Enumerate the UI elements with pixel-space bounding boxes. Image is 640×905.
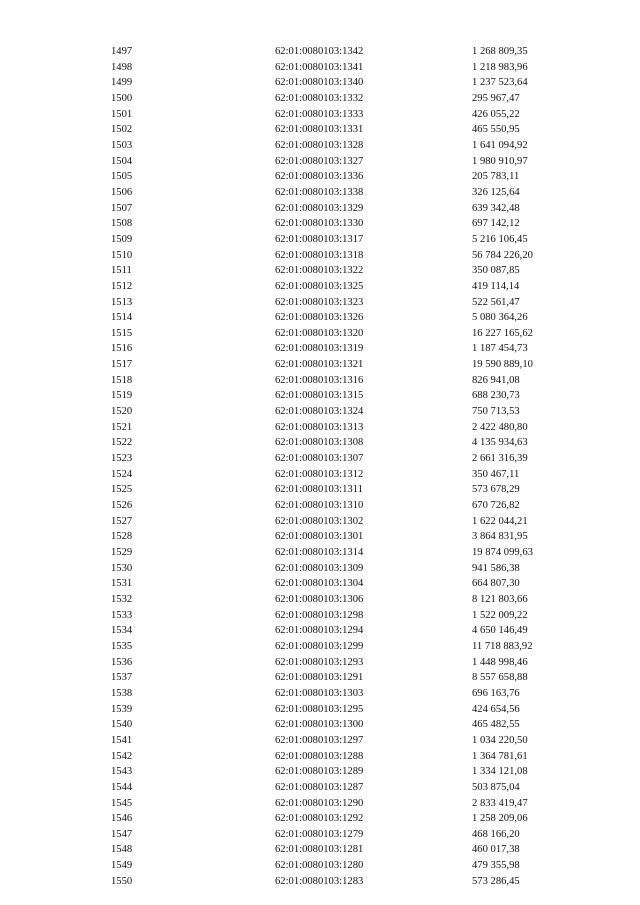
cadastral-number-cell: 62:01:0080103:1287 xyxy=(275,781,364,793)
cadastral-number-cell: 62:01:0080103:1342 xyxy=(275,46,364,57)
cadastral-value-cell: 426 055,22 xyxy=(472,108,520,120)
cadastral-value-cell: 697 142,12 xyxy=(472,218,520,230)
table-row xyxy=(0,608,640,624)
row-number-cell: 1501 xyxy=(111,108,133,120)
table-row xyxy=(0,373,640,389)
table-row xyxy=(0,91,640,107)
row-number-cell: 1502 xyxy=(111,124,133,136)
cadastral-value-cell: 56 784 226,20 xyxy=(472,249,533,261)
cadastral-number-cell: 62:01:0080103:1326 xyxy=(275,312,364,324)
cadastral-number-cell: 62:01:0080103:1283 xyxy=(275,875,364,887)
row-number-cell: 1537 xyxy=(111,672,133,684)
table-row xyxy=(0,138,640,154)
row-number-cell: 1549 xyxy=(111,860,133,872)
cadastral-value-cell: 465 550,95 xyxy=(472,124,520,136)
cadastral-value-cell: 750 713,53 xyxy=(472,406,520,418)
table-row xyxy=(0,482,640,498)
table-row xyxy=(0,154,640,170)
row-number-cell: 1531 xyxy=(111,578,133,590)
cadastral-value-cell: 1 268 809,35 xyxy=(472,46,528,57)
cadastral-number-cell: 62:01:0080103:1309 xyxy=(275,562,364,574)
cadastral-number-cell: 62:01:0080103:1290 xyxy=(275,797,364,809)
row-number-cell: 1529 xyxy=(111,547,133,558)
row-number-cell: 1520 xyxy=(111,406,133,418)
cadastral-number-cell: 62:01:0080103:1322 xyxy=(275,265,364,277)
cadastral-value-cell: 1 034 220,50 xyxy=(472,734,528,746)
cadastral-number-cell: 62:01:0080103:1327 xyxy=(275,155,364,167)
cadastral-value-cell: 5 080 364,26 xyxy=(472,312,528,324)
cadastral-value-cell: 4 135 934,63 xyxy=(472,437,528,449)
cadastral-value-cell: 460 017,38 xyxy=(472,844,520,856)
cadastral-value-cell: 3 864 831,95 xyxy=(472,531,528,543)
row-number-cell: 1517 xyxy=(111,359,133,371)
row-number-cell: 1522 xyxy=(111,437,133,449)
row-number-cell: 1526 xyxy=(111,500,133,512)
cadastral-value-cell: 1 980 910,97 xyxy=(472,155,528,167)
cadastral-number-cell: 62:01:0080103:1303 xyxy=(275,687,364,699)
cadastral-number-cell: 62:01:0080103:1338 xyxy=(275,186,364,198)
cadastral-number-cell: 62:01:0080103:1308 xyxy=(275,437,364,449)
row-number-cell: 1542 xyxy=(111,750,133,762)
cadastral-value-cell: 1 187 454,73 xyxy=(472,343,528,355)
cadastral-value-cell: 4 650 146,49 xyxy=(472,625,528,637)
row-number-cell: 1505 xyxy=(111,171,133,183)
cadastral-value-cell: 688 230,73 xyxy=(472,390,520,402)
cadastral-number-cell: 62:01:0080103:1318 xyxy=(275,249,364,261)
cadastral-number-cell: 62:01:0080103:1316 xyxy=(275,374,364,386)
cadastral-value-cell: 1 334 121,08 xyxy=(472,766,528,778)
row-number-cell: 1538 xyxy=(111,687,133,699)
table-row xyxy=(0,60,640,76)
cadastral-number-cell: 62:01:0080103:1323 xyxy=(275,296,364,308)
cadastral-value-cell: 11 718 883,92 xyxy=(472,640,533,652)
cadastral-value-cell: 1 448 998,46 xyxy=(472,656,528,668)
cadastral-number-cell: 62:01:0080103:1324 xyxy=(275,406,364,418)
cadastral-number-cell: 62:01:0080103:1288 xyxy=(275,750,364,762)
table-row xyxy=(0,310,640,326)
table-row xyxy=(0,248,640,264)
row-number-cell: 1503 xyxy=(111,139,133,151)
row-number-cell: 1504 xyxy=(111,155,133,167)
row-number-cell: 1527 xyxy=(111,515,133,527)
table-row xyxy=(0,827,640,843)
cadastral-value-cell: 2 833 419,47 xyxy=(472,797,528,809)
cadastral-number-cell: 62:01:0080103:1313 xyxy=(275,421,364,433)
table-row xyxy=(0,733,640,749)
cadastral-number-cell: 62:01:0080103:1304 xyxy=(275,578,364,590)
table-row xyxy=(0,107,640,123)
cadastral-number-cell: 62:01:0080103:1325 xyxy=(275,280,364,292)
table-row xyxy=(0,842,640,858)
row-number-cell: 1516 xyxy=(111,343,133,355)
cadastral-value-cell: 1 641 094,92 xyxy=(472,139,528,151)
row-number-cell: 1525 xyxy=(111,484,133,496)
row-number-cell: 1547 xyxy=(111,828,133,840)
cadastral-number-cell: 62:01:0080103:1279 xyxy=(275,828,364,840)
table-row xyxy=(0,122,640,138)
table-row xyxy=(0,341,640,357)
row-number-cell: 1507 xyxy=(111,202,133,214)
cadastral-value-cell: 419 114,14 xyxy=(472,280,520,292)
table-row xyxy=(0,435,640,451)
cadastral-value-cell: 8 121 803,66 xyxy=(472,593,528,605)
table-row xyxy=(0,874,640,890)
cadastral-value-cell: 664 807,30 xyxy=(472,578,520,590)
cadastral-value-cell: 573 678,29 xyxy=(472,484,520,496)
row-number-cell: 1545 xyxy=(111,797,133,809)
row-number-cell: 1506 xyxy=(111,186,133,198)
row-number-cell: 1497 xyxy=(111,46,133,57)
row-number-cell: 1544 xyxy=(111,781,133,793)
table-row xyxy=(0,576,640,592)
row-number-cell: 1528 xyxy=(111,531,133,543)
table-row xyxy=(0,451,640,467)
cadastral-value-table xyxy=(0,44,640,889)
table-row xyxy=(0,639,640,655)
cadastral-number-cell: 62:01:0080103:1312 xyxy=(275,468,364,480)
row-number-cell: 1539 xyxy=(111,703,133,715)
row-number-cell: 1540 xyxy=(111,719,133,731)
cadastral-number-cell: 62:01:0080103:1329 xyxy=(275,202,364,214)
cadastral-value-cell: 16 227 165,62 xyxy=(472,327,533,339)
row-number-cell: 1498 xyxy=(111,61,133,73)
row-number-cell: 1533 xyxy=(111,609,133,621)
cadastral-value-cell: 1 364 781,61 xyxy=(472,750,528,762)
cadastral-value-cell: 639 342,48 xyxy=(472,202,520,214)
row-number-cell: 1500 xyxy=(111,92,133,104)
row-number-cell: 1521 xyxy=(111,421,133,433)
cadastral-number-cell: 62:01:0080103:1320 xyxy=(275,327,364,339)
cadastral-value-cell: 8 557 658,88 xyxy=(472,672,528,684)
table-row xyxy=(0,216,640,232)
row-number-cell: 1548 xyxy=(111,844,133,856)
table-row xyxy=(0,357,640,373)
row-number-cell: 1546 xyxy=(111,813,133,825)
row-number-cell: 1511 xyxy=(111,265,132,277)
row-number-cell: 1524 xyxy=(111,468,133,480)
cadastral-value-cell: 522 561,47 xyxy=(472,296,520,308)
table-row xyxy=(0,279,640,295)
row-number-cell: 1536 xyxy=(111,656,133,668)
table-row xyxy=(0,717,640,733)
row-number-cell: 1515 xyxy=(111,327,133,339)
cadastral-number-cell: 62:01:0080103:1300 xyxy=(275,719,364,731)
table-row xyxy=(0,326,640,342)
row-number-cell: 1523 xyxy=(111,453,133,465)
cadastral-number-cell: 62:01:0080103:1292 xyxy=(275,813,364,825)
row-number-cell: 1550 xyxy=(111,875,133,887)
cadastral-value-cell: 1 237 523,64 xyxy=(472,77,528,89)
cadastral-value-cell: 479 355,98 xyxy=(472,860,520,872)
row-number-cell: 1541 xyxy=(111,734,133,746)
table-row xyxy=(0,655,640,671)
cadastral-value-cell: 2 661 316,39 xyxy=(472,453,528,465)
row-number-cell: 1509 xyxy=(111,233,133,245)
cadastral-number-cell: 62:01:0080103:1328 xyxy=(275,139,364,151)
cadastral-value-cell: 19 874 099,63 xyxy=(472,547,533,558)
cadastral-number-cell: 62:01:0080103:1340 xyxy=(275,77,364,89)
row-number-cell: 1512 xyxy=(111,280,133,292)
table-row xyxy=(0,780,640,796)
cadastral-number-cell: 62:01:0080103:1289 xyxy=(275,766,364,778)
table-row xyxy=(0,670,640,686)
cadastral-number-cell: 62:01:0080103:1330 xyxy=(275,218,364,230)
cadastral-number-cell: 62:01:0080103:1311 xyxy=(275,484,363,496)
table-row xyxy=(0,498,640,514)
row-number-cell: 1508 xyxy=(111,218,133,230)
cadastral-number-cell: 62:01:0080103:1302 xyxy=(275,515,364,527)
table-row xyxy=(0,388,640,404)
table-row xyxy=(0,201,640,217)
table-row xyxy=(0,592,640,608)
cadastral-value-cell: 468 166,20 xyxy=(472,828,520,840)
row-number-cell: 1534 xyxy=(111,625,133,637)
cadastral-value-cell: 1 258 209,06 xyxy=(472,813,528,825)
table-row xyxy=(0,467,640,483)
cadastral-number-cell: 62:01:0080103:1293 xyxy=(275,656,364,668)
cadastral-number-cell: 62:01:0080103:1341 xyxy=(275,61,364,73)
table-row xyxy=(0,545,640,561)
table-row xyxy=(0,561,640,577)
cadastral-number-cell: 62:01:0080103:1297 xyxy=(275,734,364,746)
cadastral-number-cell: 62:01:0080103:1331 xyxy=(275,124,364,136)
table-row xyxy=(0,811,640,827)
table-row xyxy=(0,764,640,780)
cadastral-number-cell: 62:01:0080103:1298 xyxy=(275,609,364,621)
table-row xyxy=(0,75,640,91)
row-number-cell: 1513 xyxy=(111,296,133,308)
cadastral-value-cell: 350 467,11 xyxy=(472,468,520,480)
cadastral-value-cell: 295 967,47 xyxy=(472,92,520,104)
cadastral-number-cell: 62:01:0080103:1280 xyxy=(275,860,364,872)
cadastral-value-cell: 941 586,38 xyxy=(472,562,520,574)
cadastral-value-cell: 19 590 889,10 xyxy=(472,359,533,371)
cadastral-value-cell: 670 726,82 xyxy=(472,500,520,512)
cadastral-value-cell: 573 286,45 xyxy=(472,875,520,887)
table-row xyxy=(0,623,640,639)
cadastral-number-cell: 62:01:0080103:1336 xyxy=(275,171,364,183)
cadastral-number-cell: 62:01:0080103:1306 xyxy=(275,593,364,605)
cadastral-value-cell: 2 422 480,80 xyxy=(472,421,528,433)
cadastral-number-cell: 62:01:0080103:1294 xyxy=(275,625,364,637)
row-number-cell: 1499 xyxy=(111,77,133,89)
cadastral-value-cell: 503 875,04 xyxy=(472,781,520,793)
cadastral-value-cell: 424 654,56 xyxy=(472,703,520,715)
table-row xyxy=(0,858,640,874)
cadastral-number-cell: 62:01:0080103:1315 xyxy=(275,390,364,402)
cadastral-value-cell: 350 087,85 xyxy=(472,265,520,277)
row-number-cell: 1518 xyxy=(111,374,133,386)
cadastral-value-cell: 465 482,55 xyxy=(472,719,520,731)
cadastral-number-cell: 62:01:0080103:1281 xyxy=(275,844,364,856)
cadastral-number-cell: 62:01:0080103:1291 xyxy=(275,672,364,684)
cadastral-number-cell: 62:01:0080103:1299 xyxy=(275,640,364,652)
cadastral-number-cell: 62:01:0080103:1301 xyxy=(275,531,364,543)
table-row xyxy=(0,404,640,420)
cadastral-number-cell: 62:01:0080103:1332 xyxy=(275,92,364,104)
table-row xyxy=(0,529,640,545)
cadastral-number-cell: 62:01:0080103:1321 xyxy=(275,359,364,371)
table-row xyxy=(0,686,640,702)
row-number-cell: 1519 xyxy=(111,390,133,402)
table-row xyxy=(0,420,640,436)
row-number-cell: 1535 xyxy=(111,640,133,652)
table-row xyxy=(0,749,640,765)
table-row xyxy=(0,44,640,60)
table-row xyxy=(0,232,640,248)
cadastral-value-cell: 1 218 983,96 xyxy=(472,61,528,73)
cadastral-value-cell: 1 622 044,21 xyxy=(472,515,528,527)
table-row xyxy=(0,263,640,279)
cadastral-value-cell: 1 522 009,22 xyxy=(472,609,528,621)
cadastral-number-cell: 62:01:0080103:1307 xyxy=(275,453,364,465)
row-number-cell: 1530 xyxy=(111,562,133,574)
table-row xyxy=(0,796,640,812)
table-row xyxy=(0,295,640,311)
cadastral-number-cell: 62:01:0080103:1314 xyxy=(275,547,364,558)
table-row xyxy=(0,169,640,185)
cadastral-value-cell: 696 163,76 xyxy=(472,687,520,699)
cadastral-number-cell: 62:01:0080103:1333 xyxy=(275,108,364,120)
row-number-cell: 1543 xyxy=(111,766,133,778)
cadastral-number-cell: 62:01:0080103:1319 xyxy=(275,343,364,355)
cadastral-value-cell: 5 216 106,45 xyxy=(472,233,528,245)
cadastral-number-cell: 62:01:0080103:1317 xyxy=(275,233,364,245)
row-number-cell: 1532 xyxy=(111,593,133,605)
cadastral-value-cell: 826 941,08 xyxy=(472,374,520,386)
table-row xyxy=(0,702,640,718)
row-number-cell: 1510 xyxy=(111,249,133,261)
cadastral-number-cell: 62:01:0080103:1310 xyxy=(275,500,364,512)
cadastral-number-cell: 62:01:0080103:1295 xyxy=(275,703,364,715)
cadastral-value-cell: 205 783,11 xyxy=(472,171,520,183)
row-number-cell: 1514 xyxy=(111,312,133,324)
table-row xyxy=(0,514,640,530)
table-row xyxy=(0,185,640,201)
cadastral-value-cell: 326 125,64 xyxy=(472,186,520,198)
